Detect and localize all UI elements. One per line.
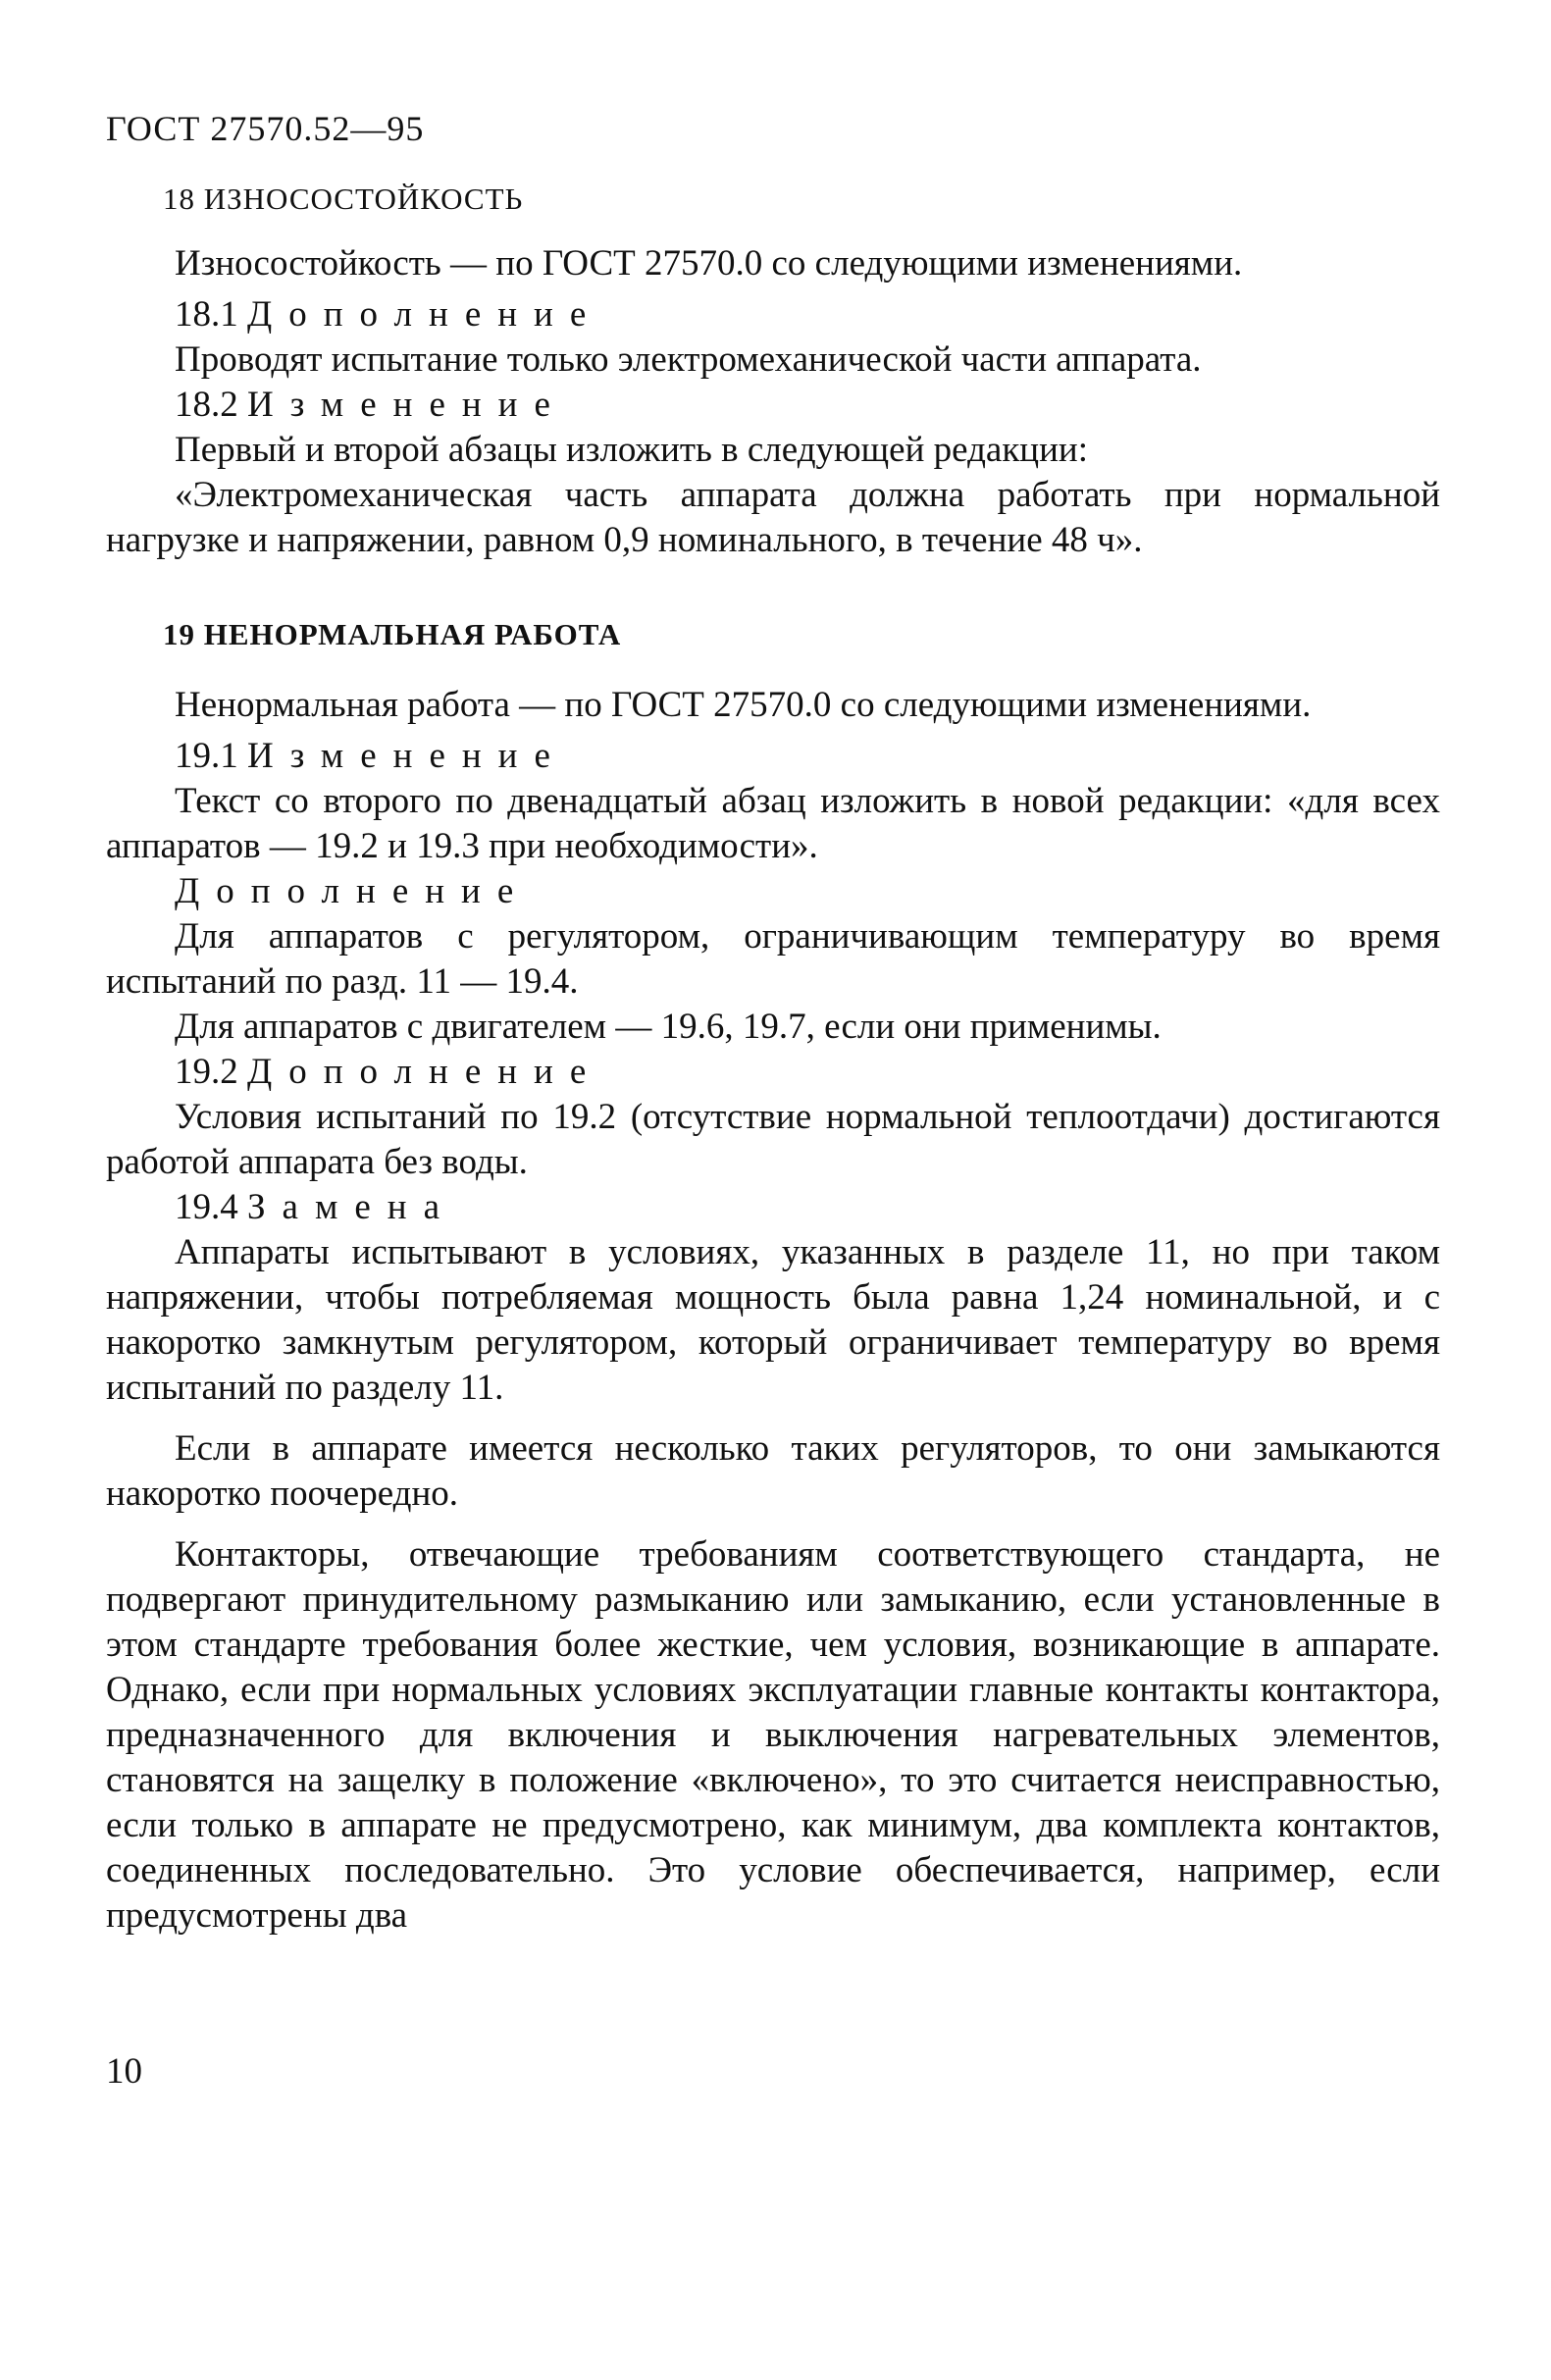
subsection-19-4-heading <box>175 1185 1440 1230</box>
addition-text-2: Для аппаратов с двигателем — 19.6, 19.7, если они применимы. <box>175 1007 1162 1047</box>
page-number: 10 <box>106 2051 142 2092</box>
section-18-intro: Износостойкость — по ГОСТ 27570.0 со следующими изменениями. <box>175 243 1243 284</box>
addition-text-1: Для аппаратов с регулятором, ограничивающим температуру во время испытаний по разд. 11 — 19.4. <box>106 916 1440 1002</box>
subsection-18-1-text: Проводят испытание только электромеханической части аппарата. <box>175 339 1202 380</box>
subsection-18-2-heading <box>175 383 1440 428</box>
document-body <box>106 177 1440 1939</box>
document-header: ГОСТ 27570.52—95 <box>106 109 425 148</box>
section-19-title: 19 НЕНОРМАЛЬНАЯ РАБОТА <box>163 617 622 651</box>
subsection-18-2-text-1: Первый и второй абзацы изложить в следующей редакции: <box>175 430 1088 470</box>
subsection-number: 19.4 <box>175 1187 238 1227</box>
section-19-intro: Ненормальная работа — по ГОСТ 27570.0 со следующими изменениями. <box>175 685 1312 725</box>
section-18-title: 18 ИЗНОСОСТОЙКОСТЬ <box>163 181 524 216</box>
subsection-number: 18.1 <box>175 294 238 335</box>
subsection-type: Изменение <box>247 736 567 776</box>
subsection-19-4-text-3: Контакторы, отвечающие требованиям соответствующего стандарта, не подвергают принудительному размыканию или замыканию, если установленные в этом стандарте требования более жесткие, чем условия, возникающие в аппарате. Однако, если при нормальных условиях эксплуатации главные контакты контактора, предназначенного для включения и выключения нагревательных элементов, становятся на защелку в положение «включено», то это считается неисправностью, если только в аппарате не предусмотрено, как минимум, два комплекта контактов, соединенных последовательно. Это условие обеспечивается, например, если предусмотрены два <box>106 1534 1440 1936</box>
subsection-type: Дополнение <box>247 1052 603 1092</box>
subsection-19-1-heading <box>175 734 1440 779</box>
subsection-19-2-heading <box>175 1050 1440 1095</box>
subsection-number: 19.1 <box>175 736 238 776</box>
subsection-type: Дополнение <box>175 871 531 911</box>
subsection-19-2-text: Условия испытаний по 19.2 (отсутствие нормальной теплоотдачи) достигаются работой аппарата без воды. <box>106 1097 1440 1182</box>
subsection-19-4-text-2: Если в аппарате имеется несколько таких регуляторов, то они замыкаются накоротко поочередно. <box>106 1428 1440 1514</box>
subsection-type: Дополнение <box>247 294 603 335</box>
subsection-type: Изменение <box>247 385 567 425</box>
subsection-19-1-text: Текст со второго по двенадцатый абзац изложить в новой редакции: «для всех аппаратов — 19.2 и 19.3 при необходимости». <box>106 781 1440 866</box>
subsection-19-4-text-1: Аппараты испытывают в условиях, указанных в разделе 11, но при таком напряжении, чтобы потребляемая мощность была равна 1,24 номинальной, и с накоротко замкнутым регулятором, который ограничивает температуру во время испытаний по разделу 11. <box>106 1232 1440 1408</box>
subsection-number: 18.2 <box>175 385 238 425</box>
subsection-number: 19.2 <box>175 1052 238 1092</box>
subsection-type: Замена <box>247 1187 457 1227</box>
subsection-18-1-heading <box>175 292 1440 337</box>
subsection-18-2-text-2: «Электромеханическая часть аппарата должна работать при нормальной нагрузке и напряжении, равном 0,9 номинального, в течение 48 ч». <box>106 475 1440 560</box>
addition-heading <box>175 869 1440 914</box>
